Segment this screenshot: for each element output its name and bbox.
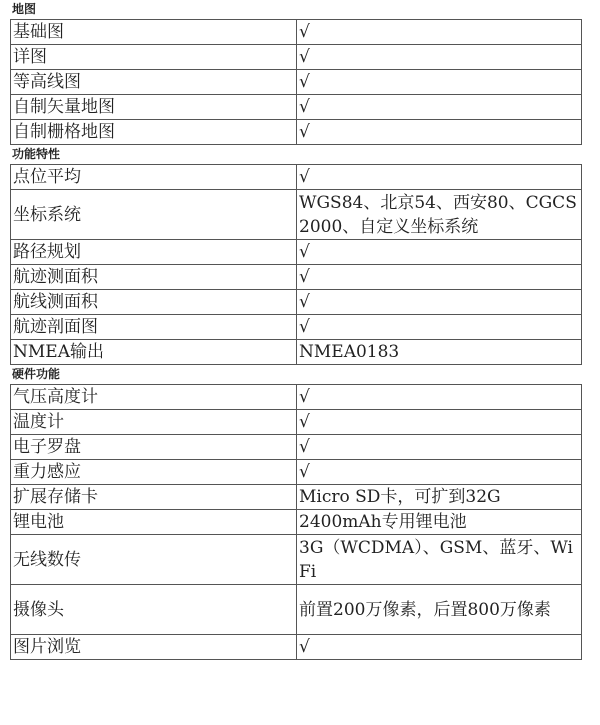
row-label: 点位平均: [11, 165, 297, 190]
row-value: √: [297, 70, 582, 95]
row-label: 图片浏览: [11, 635, 297, 660]
row-value: 前置200万像素，后置800万像素: [297, 585, 582, 635]
row-value: 2400mAh专用锂电池: [297, 510, 582, 535]
row-value: √: [297, 410, 582, 435]
table-row: [11, 585, 582, 635]
table-row: [11, 45, 582, 70]
row-label: 自制栅格地图: [11, 120, 297, 145]
section-title-hardware: 硬件功能: [12, 367, 61, 381]
row-value: √: [297, 460, 582, 485]
table-row: [11, 460, 582, 485]
row-label: 无线数传: [11, 535, 297, 585]
section-title-map: 地图: [12, 2, 37, 16]
row-label: 等高线图: [11, 70, 297, 95]
row-value: √: [297, 315, 582, 340]
row-value: √: [297, 95, 582, 120]
row-label: 温度计: [11, 410, 297, 435]
table-row: [11, 635, 582, 660]
row-value: 3G（WCDMA）、GSM、蓝牙、WiFi: [297, 535, 582, 585]
table-row: [11, 120, 582, 145]
row-value: Micro SD卡，可扩到32G: [297, 485, 582, 510]
row-label: 航迹剖面图: [11, 315, 297, 340]
row-value: √: [297, 20, 582, 45]
spec-table-map: [10, 19, 582, 145]
table-row: [11, 70, 582, 95]
row-label: 航线测面积: [11, 290, 297, 315]
row-label: 航迹测面积: [11, 265, 297, 290]
row-value: √: [297, 165, 582, 190]
row-value: √: [297, 265, 582, 290]
section-title-features: 功能特性: [12, 147, 61, 161]
table-row: [11, 510, 582, 535]
row-label: 摄像头: [11, 585, 297, 635]
table-row: [11, 190, 582, 240]
row-label: 基础图: [11, 20, 297, 45]
table-row: [11, 385, 582, 410]
row-label: 坐标系统: [11, 190, 297, 240]
spec-table-hardware: [10, 384, 582, 660]
table-row: [11, 290, 582, 315]
row-value: WGS84、北京54、西安80、CGCS2000、自定义坐标系统: [297, 190, 582, 240]
row-value: √: [297, 385, 582, 410]
row-value: √: [297, 435, 582, 460]
row-label: 路径规划: [11, 240, 297, 265]
row-value: √: [297, 635, 582, 660]
table-row: [11, 410, 582, 435]
row-value: NMEA0183: [297, 340, 582, 365]
table-row: [11, 20, 582, 45]
row-label: 自制矢量地图: [11, 95, 297, 120]
row-label: 锂电池: [11, 510, 297, 535]
row-label: 扩展存储卡: [11, 485, 297, 510]
row-value: √: [297, 120, 582, 145]
table-row: [11, 95, 582, 120]
row-value: √: [297, 240, 582, 265]
row-value: √: [297, 45, 582, 70]
table-row: [11, 535, 582, 585]
row-label: NMEA输出: [11, 340, 297, 365]
table-row: [11, 240, 582, 265]
row-value: √: [297, 290, 582, 315]
row-label: 详图: [11, 45, 297, 70]
table-row: [11, 435, 582, 460]
spec-table-features: [10, 164, 582, 365]
row-label: 重力感应: [11, 460, 297, 485]
table-row: [11, 265, 582, 290]
table-row: [11, 315, 582, 340]
row-label: 气压高度计: [11, 385, 297, 410]
table-row: [11, 165, 582, 190]
table-row: [11, 340, 582, 365]
row-label: 电子罗盘: [11, 435, 297, 460]
table-row: [11, 485, 582, 510]
